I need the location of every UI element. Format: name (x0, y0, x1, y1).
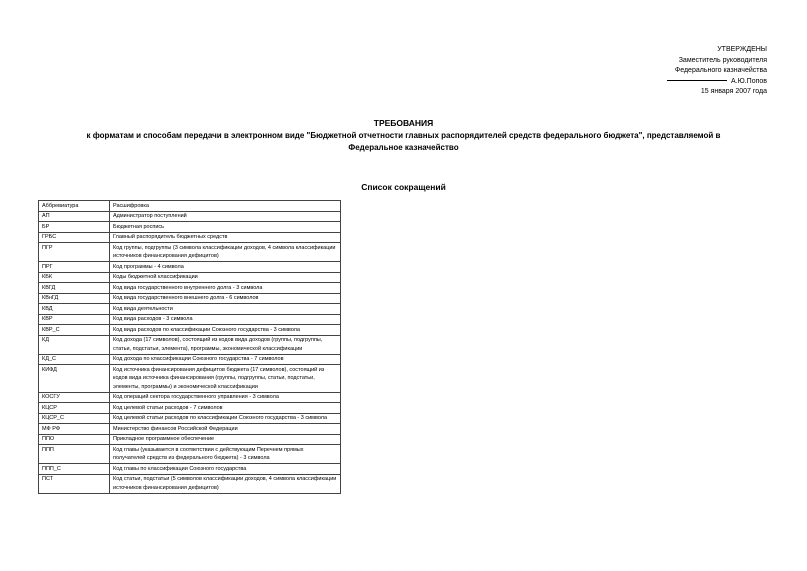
abbreviation-cell: АП (39, 211, 110, 222)
abbreviation-cell: КВГД (39, 283, 110, 294)
abbreviation-cell: ППП_С (39, 464, 110, 475)
header-abbreviation: Аббревиатура (39, 201, 110, 212)
signature-line (667, 80, 727, 81)
description-cell: Код вида государственного внутреннего долга - 3 символа (110, 283, 341, 294)
description-cell: Коды бюджетной классификации (110, 272, 341, 283)
abbreviation-cell: ПСТ (39, 474, 110, 493)
approver-name: А.Ю.Попов (731, 77, 767, 85)
approved-label: УТВЕРЖДЕНЫ (717, 46, 767, 53)
table-row (39, 243, 341, 262)
document-subtitle-continued: Федеральное казначейство (348, 143, 459, 152)
description-cell: Прикладное программное обеспечение (110, 434, 341, 445)
description-cell: Код вида деятельности (110, 304, 341, 315)
table-row (39, 424, 341, 435)
description-cell: Код дохода по классификации Союзного государства - 7 символов (110, 354, 341, 365)
abbreviation-cell: КД (39, 335, 110, 354)
table-row (39, 354, 341, 365)
description-cell: Главный распорядитель бюджетных средств (110, 232, 341, 243)
description-cell: Код дохода (17 символов), состоящий из кодов вида доходов (группы, подгруппы, статьи, подстатьи, элемента), программы, экономической классификации (110, 335, 341, 354)
table-row (39, 314, 341, 325)
table-row (39, 222, 341, 233)
approval-block (667, 45, 767, 98)
table-row (39, 283, 341, 294)
abbreviation-cell: КБК (39, 272, 110, 283)
description-cell: Министерство финансов Российской Федерации (110, 424, 341, 435)
table-row (39, 365, 341, 393)
table-row (39, 413, 341, 424)
abbreviation-cell: КВнГД (39, 293, 110, 304)
table-row (39, 262, 341, 273)
abbreviation-cell: ГРБС (39, 232, 110, 243)
abbreviation-cell: МФ РФ (39, 424, 110, 435)
table-row (39, 445, 341, 464)
approval-date: 15 января 2007 года (700, 88, 767, 95)
abbreviation-cell: КВР_С (39, 325, 110, 336)
table-row (39, 434, 341, 445)
description-cell: Код главы по классификации Союзного государства (110, 464, 341, 475)
description-cell: Бюджетная роспись (110, 222, 341, 233)
header-description: Расшифровка (110, 201, 341, 212)
table-row (39, 335, 341, 354)
approver-position: Заместитель руководителя (678, 56, 767, 64)
table-row (39, 272, 341, 283)
document-title: ТРЕБОВАНИЯ (373, 118, 434, 128)
document-subtitle: к форматам и способам передачи в электронном виде "Бюджетной отчетности главных распорядителей средств федерального бюджета", представляемой в (86, 131, 721, 140)
table-row (39, 403, 341, 414)
table-row (39, 464, 341, 475)
table-header-row (39, 201, 341, 212)
abbreviation-cell: КЦСР (39, 403, 110, 414)
description-cell: Код целевой статьи расходов по классификации Союзного государства - 3 символа (110, 413, 341, 424)
description-cell: Код вида расходов - 3 символа (110, 314, 341, 325)
table-row (39, 211, 341, 222)
approver-signature-row (667, 77, 767, 88)
abbreviation-cell: БР (39, 222, 110, 233)
table-row (39, 325, 341, 336)
description-cell: Код главы (указывается в соответствии с действующим Перечнем прямых получателей средств из федерального бюджета) - 3 символа (110, 445, 341, 464)
description-cell: Код группы, подгруппы (3 символа классификации доходов, 4 символа классификации источников финансирования дефицитов) (110, 243, 341, 262)
abbreviation-cell: ПГР (39, 243, 110, 262)
abbreviation-cell: ППО (39, 434, 110, 445)
description-cell: Код целевой статьи расходов - 7 символов (110, 403, 341, 414)
table-row (39, 232, 341, 243)
abbreviation-cell: КЦСР_С (39, 413, 110, 424)
abbreviation-cell: ПРГ (39, 262, 110, 273)
description-cell: Код вида государственного внешнего долга - 6 символов (110, 293, 341, 304)
table-row (39, 392, 341, 403)
table-row (39, 304, 341, 315)
table-row (39, 474, 341, 493)
document-header (30, 118, 777, 153)
abbreviations-table (38, 200, 341, 494)
description-cell: Код источника финансирования дефицитов бюджета (17 символов), состоящий из кодов вида источника финансирования (группы, подгруппы, статьи, подстатьи, элементы, программы) и экономической классификации (110, 365, 341, 393)
abbreviation-cell: КИФД (39, 365, 110, 393)
description-cell: Код программы - 4 символа (110, 262, 341, 273)
description-cell: Код статьи, подстатьи (5 символов классификации доходов, 4 символа классификации источников финансирования дефицитов) (110, 474, 341, 493)
approver-organization: Федерального казначейства (674, 67, 767, 74)
description-cell: Администратор поступлений (110, 211, 341, 222)
abbreviation-cell: КВД (39, 304, 110, 315)
abbreviation-cell: КВР (39, 314, 110, 325)
abbreviation-cell: КОСГУ (39, 392, 110, 403)
description-cell: Код вида расходов по классификации Союзного государства - 3 символа (110, 325, 341, 336)
abbreviation-cell: ППП (39, 445, 110, 464)
abbreviations-title: Список сокращений (361, 182, 446, 192)
description-cell: Код операций сектора государственного управления - 3 символа (110, 392, 341, 403)
abbreviation-cell: КД_С (39, 354, 110, 365)
table-row (39, 293, 341, 304)
